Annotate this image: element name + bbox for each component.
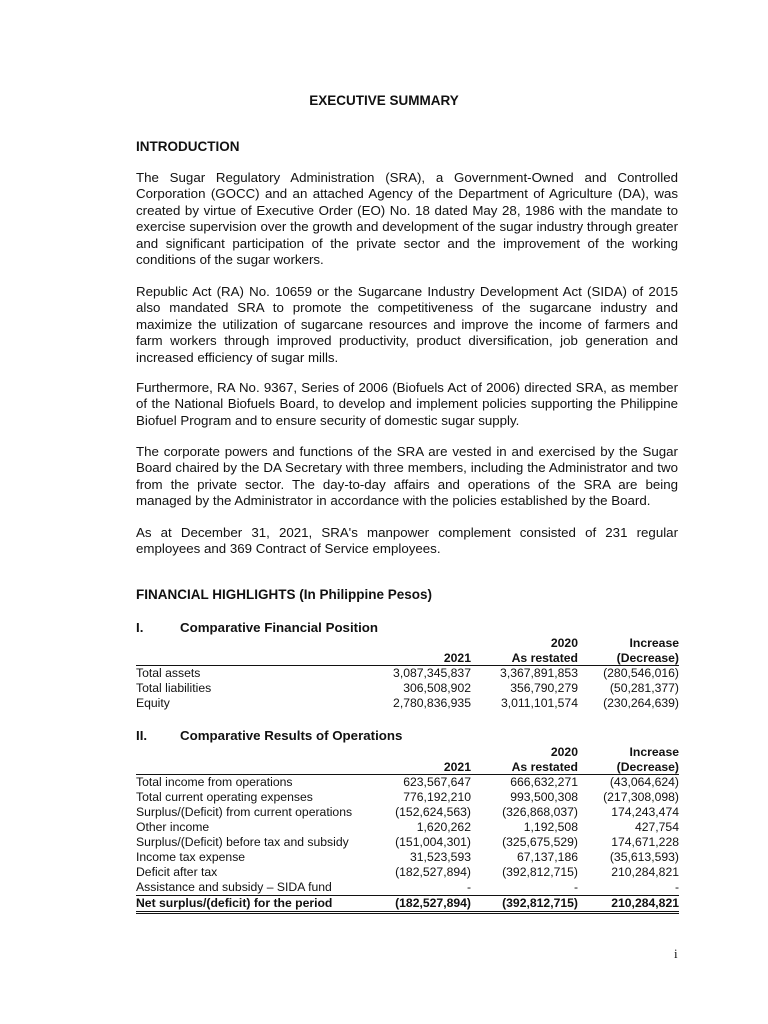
value-2021: 1,620,262 — [416, 820, 471, 834]
table-header-row — [136, 745, 679, 760]
col-2020-header: As restated — [471, 651, 578, 666]
total-2020: (392,812,715) — [471, 896, 578, 913]
table-row — [136, 696, 679, 711]
total-2021: (182,527,894) — [361, 896, 471, 913]
financial-position-table — [136, 636, 679, 711]
value-diff: - — [674, 880, 679, 894]
value-diff: (280,546,016) — [603, 666, 679, 680]
row-label: Total current operating expenses — [136, 790, 313, 804]
col-diff-top: Increase — [629, 745, 679, 759]
value-2021: 31,523,593 — [410, 850, 471, 864]
row-label: Assistance and subsidy – SIDA fund — [136, 880, 332, 894]
row-label: Total liabilities — [136, 681, 212, 695]
page-number: i — [674, 946, 678, 961]
col-diff-header: (Decrease) — [578, 651, 679, 666]
value-2021: (151,004,301) — [395, 835, 471, 849]
value-2021: 623,567,647 — [403, 775, 471, 789]
col-2021-top — [361, 745, 471, 760]
col-2020-top: 2020 — [550, 636, 578, 650]
value-2020: (392,812,715) — [502, 865, 578, 879]
table-row — [136, 850, 679, 865]
table-row — [136, 880, 679, 896]
value-diff: (43,064,624) — [609, 775, 679, 789]
col-diff-top: Increase — [629, 636, 679, 650]
financial-highlights-heading: FINANCIAL HIGHLIGHTS (In Philippine Pesos) — [136, 587, 433, 602]
value-2020: 3,367,891,853 — [500, 666, 578, 680]
section-2-number: II. — [136, 728, 148, 743]
row-label: Surplus/(Deficit) from current operations — [136, 805, 353, 819]
col-2021-header: 2021 — [361, 651, 471, 666]
table-row — [136, 835, 679, 850]
section-1-heading — [136, 620, 378, 635]
paragraph-sra-creation: The Sugar Regulatory Administration (SRA), a Government-Owned and Controlled Corporation (GOCC) and an attached Agency of the Department of Agriculture (DA), was created by virtue of Executive Order (EO) No. 18 dated May 28, 1986 with the mandate to exercise supervision over the growth and development of the sugar industry through greater and significant participation of the private sector and the improvement of the working conditions of the sugar workers. — [136, 170, 678, 268]
value-diff: (217,308,098) — [603, 790, 679, 804]
value-2021: 306,508,902 — [403, 681, 471, 695]
paragraph-corporate-powers: The corporate powers and functions of the SRA are vested in and exercised by the Sugar Board chaired by the DA Secretary with three members, including the Administrator and two from the private sector. The day-to-day affairs and operations of the SRA are being managed by the Administrator in accordance with the policies established by the Board. — [136, 444, 678, 509]
value-2020: (326,868,037) — [502, 805, 578, 819]
value-2021: 2,780,836,935 — [393, 696, 471, 710]
table-row — [136, 805, 679, 820]
table-row — [136, 775, 679, 791]
total-row — [136, 896, 679, 913]
value-diff: 210,284,821 — [611, 865, 679, 879]
table-header-row — [136, 651, 679, 666]
section-1-title: Comparative Financial Position — [180, 620, 379, 635]
table-row — [136, 865, 679, 880]
col-2021-header: 2021 — [361, 760, 471, 775]
value-diff: (35,613,593) — [609, 850, 679, 864]
value-diff: 427,754 — [634, 820, 679, 834]
table-header-row — [136, 636, 679, 651]
total-label: Net surplus/(deficit) for the period — [136, 896, 361, 913]
value-2021: (152,624,563) — [395, 805, 471, 819]
row-label: Equity — [136, 696, 170, 710]
value-2020: 3,011,101,574 — [500, 696, 578, 710]
row-label: Deficit after tax — [136, 865, 218, 879]
section-1-number: I. — [136, 620, 144, 635]
results-of-operations-table — [136, 745, 679, 914]
value-2021: 776,192,210 — [403, 790, 471, 804]
table-row — [136, 790, 679, 805]
value-2020: - — [573, 880, 578, 894]
value-diff: 174,243,474 — [611, 805, 679, 819]
table-row — [136, 666, 679, 682]
value-diff: 174,671,228 — [611, 835, 679, 849]
table-row — [136, 820, 679, 835]
value-2021: (182,527,894) — [395, 865, 471, 879]
value-2020: 1,192,508 — [523, 820, 578, 834]
paragraph-sida-act: Republic Act (RA) No. 10659 or the Sugarcane Industry Development Act (SIDA) of 2015 also mandated SRA to promote the competitiveness of the sugarcane industry and maximize the utilization of sugarcane resources and improve the income of farmers and farm workers through improved productivity, product diversification, job generation and increased efficiency of sugar mills. — [136, 284, 678, 365]
value-diff: (230,264,639) — [603, 696, 679, 710]
value-2021: - — [466, 880, 471, 894]
value-2020: (325,675,529) — [502, 835, 578, 849]
introduction-heading: INTRODUCTION — [136, 139, 240, 154]
paragraph-manpower: As at December 31, 2021, SRA's manpower complement consisted of 231 regular employees and 369 Contract of Service employees. — [136, 525, 678, 557]
row-label: Other income — [136, 820, 210, 834]
value-2021: 3,087,345,837 — [393, 666, 471, 680]
value-2020: 356,790,279 — [510, 681, 578, 695]
row-label: Total assets — [136, 666, 201, 680]
value-2020: 993,500,308 — [510, 790, 578, 804]
section-2-heading — [136, 728, 402, 743]
col-2021-top — [361, 636, 471, 651]
paragraph-biofuels-act: Furthermore, RA No. 9367, Series of 2006 (Biofuels Act of 2006) directed SRA, as member of the National Biofuels Board, to develop and implement policies supporting the Philippine Biofuel Program and to ensure security of domestic sugar supply. — [136, 380, 678, 428]
value-diff: (50,281,377) — [609, 681, 679, 695]
col-diff-header: (Decrease) — [578, 760, 679, 775]
total-diff: 210,284,821 — [578, 896, 679, 913]
table-row — [136, 681, 679, 696]
row-label: Income tax expense — [136, 850, 246, 864]
section-2-title: Comparative Results of Operations — [180, 728, 403, 743]
table-header-row — [136, 760, 679, 775]
col-2020-top: 2020 — [550, 745, 578, 759]
value-2020: 666,632,271 — [510, 775, 578, 789]
col-2020-header: As restated — [471, 760, 578, 775]
value-2020: 67,137,186 — [517, 850, 578, 864]
document-title: EXECUTIVE SUMMARY — [309, 93, 459, 108]
row-label: Surplus/(Deficit) before tax and subsidy — [136, 835, 349, 849]
row-label: Total income from operations — [136, 775, 293, 789]
